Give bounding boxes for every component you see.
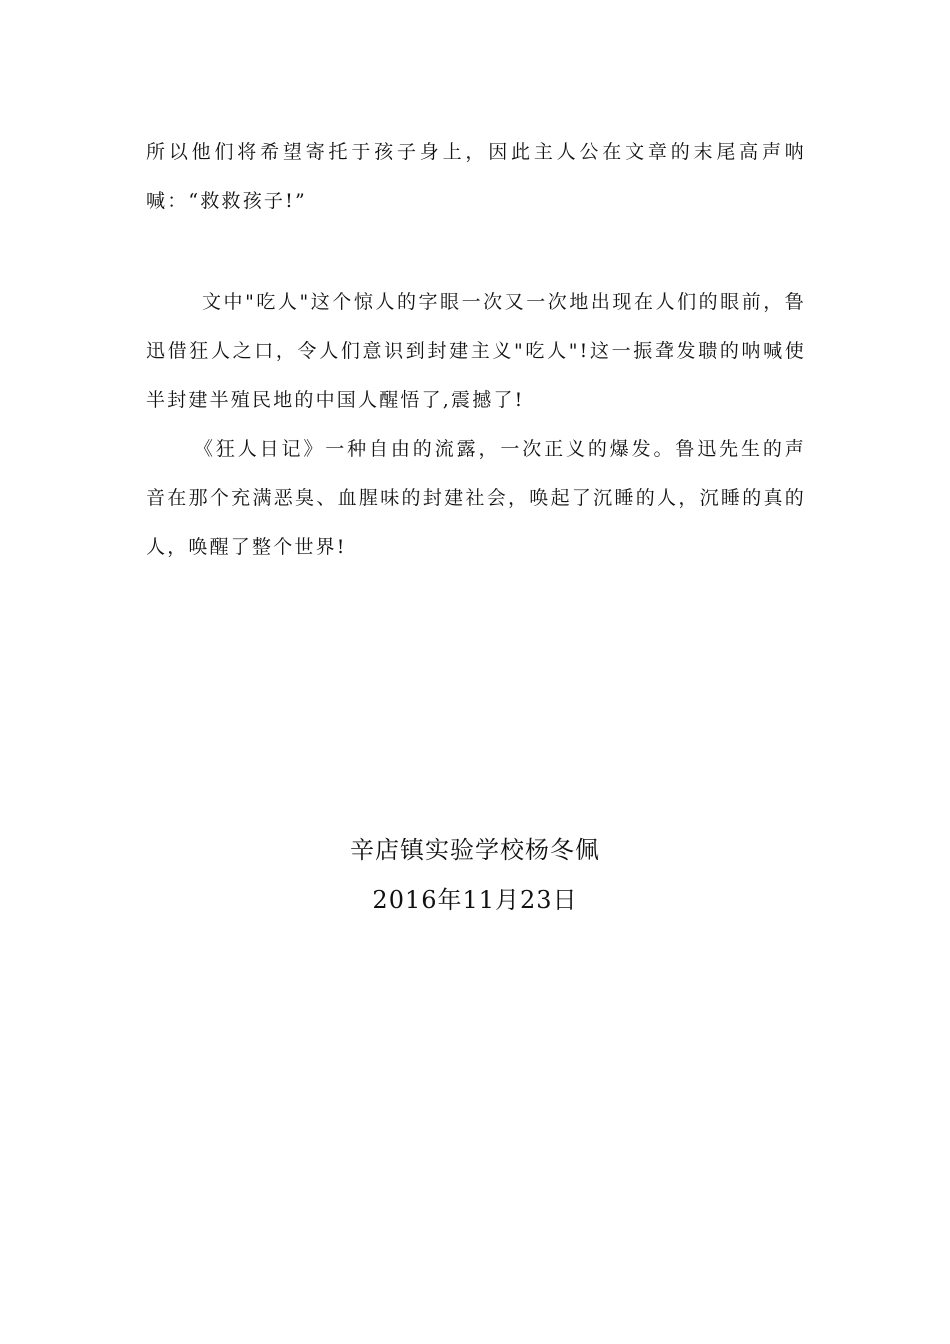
paragraph-1: 所以他们将希望寄托于孩子身上，因此主人公在文章的末尾高声呐喊：“救救孩子!”	[146, 141, 806, 212]
signature-date: 2016年11月23日	[372, 886, 578, 914]
paragraph-2: 文中"吃人"这个惊人的字眼一次又一次地出现在人们的眼前，鲁迅借狂人之口，令人们意识到封建主义"吃人"!这一振聋发聩的呐喊使半封建半殖民地的中国人醒悟了,震撼了!	[146, 291, 806, 411]
paragraph-3: 《狂人日记》一种自由的流露，一次正义的爆发。鲁迅先生的声音在那个充满恶臭、血腥味的封建社会，唤起了沉睡的人，沉睡的真的人，唤醒了整个世界!	[146, 438, 806, 558]
signature-author: 辛店镇实验学校杨冬佩	[350, 836, 600, 864]
